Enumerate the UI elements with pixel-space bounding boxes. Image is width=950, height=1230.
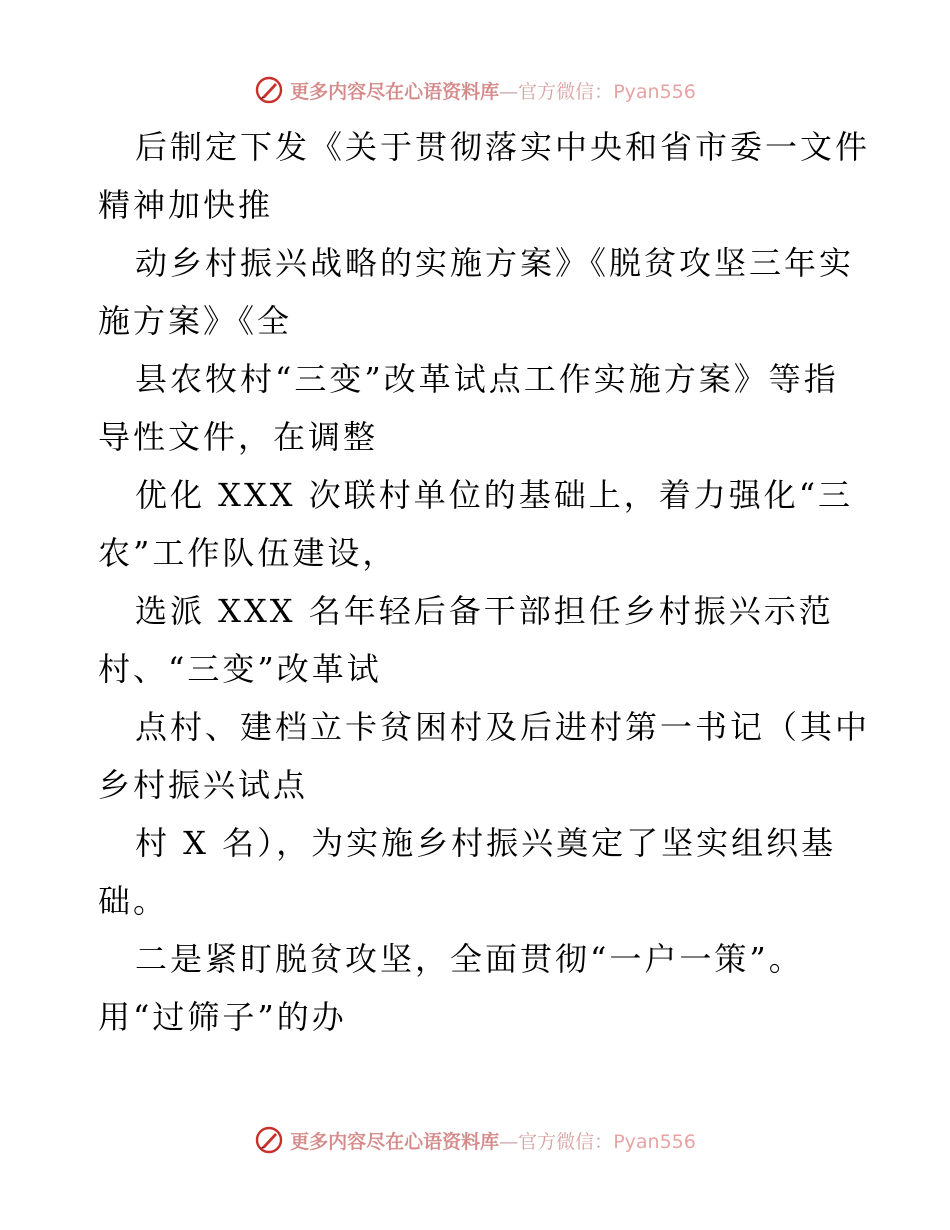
text-line: 县农牧村“三变”改革试点工作实施方案》等指	[135, 360, 839, 398]
text-line: 村、“三变”改革试	[98, 650, 382, 688]
text-line: 施方案》《全	[98, 302, 293, 340]
banner-wechat-label: 官方微信：	[518, 1130, 614, 1153]
text-line: 点村、建档立卡贫困村及后进村第一书记（其中	[135, 708, 871, 746]
document-body	[98, 118, 871, 1046]
text-line: 后制定下发《关于贯彻落实中央和省市委一文件	[135, 128, 871, 166]
text-line: 精神加快推	[98, 186, 274, 224]
quill-pen-logo-icon	[254, 1125, 284, 1155]
header-banner	[0, 70, 950, 110]
text-line: 二是紧盯脱贫攻坚，全面贯彻“一户一策”。	[135, 940, 804, 978]
banner-brand: 更多内容尽在心语资料库	[290, 1130, 500, 1153]
banner-wechat-id: Pyan556	[613, 80, 696, 103]
text-line: 选派 XXX 名年轻后备干部担任乡村振兴示范	[135, 592, 834, 630]
text-line: 础。	[98, 882, 169, 920]
text-line: 农”工作队伍建设，	[98, 534, 398, 572]
banner-text	[290, 1127, 696, 1154]
banner-wechat-id: Pyan556	[613, 1130, 696, 1153]
text-line: 乡村振兴试点	[98, 766, 309, 804]
banner-separator: —	[499, 1130, 519, 1153]
text-line: 动乡村振兴战略的实施方案》《脱贫攻坚三年实	[135, 244, 855, 282]
banner-separator: —	[499, 80, 519, 103]
banner-wechat-label: 官方微信：	[518, 80, 614, 103]
text-line: 村 X 名），为实施乡村振兴奠定了坚实组织基	[135, 824, 837, 862]
quill-pen-logo-icon	[254, 75, 284, 105]
text-line: 优化 XXX 次联村单位的基础上，着力强化“三	[135, 476, 854, 514]
banner-text	[290, 77, 696, 104]
text-line: 导性文件，在调整	[98, 418, 379, 456]
text-line: 用“过筛子”的办	[98, 998, 347, 1036]
footer-banner	[0, 1120, 950, 1160]
banner-brand: 更多内容尽在心语资料库	[290, 80, 500, 103]
